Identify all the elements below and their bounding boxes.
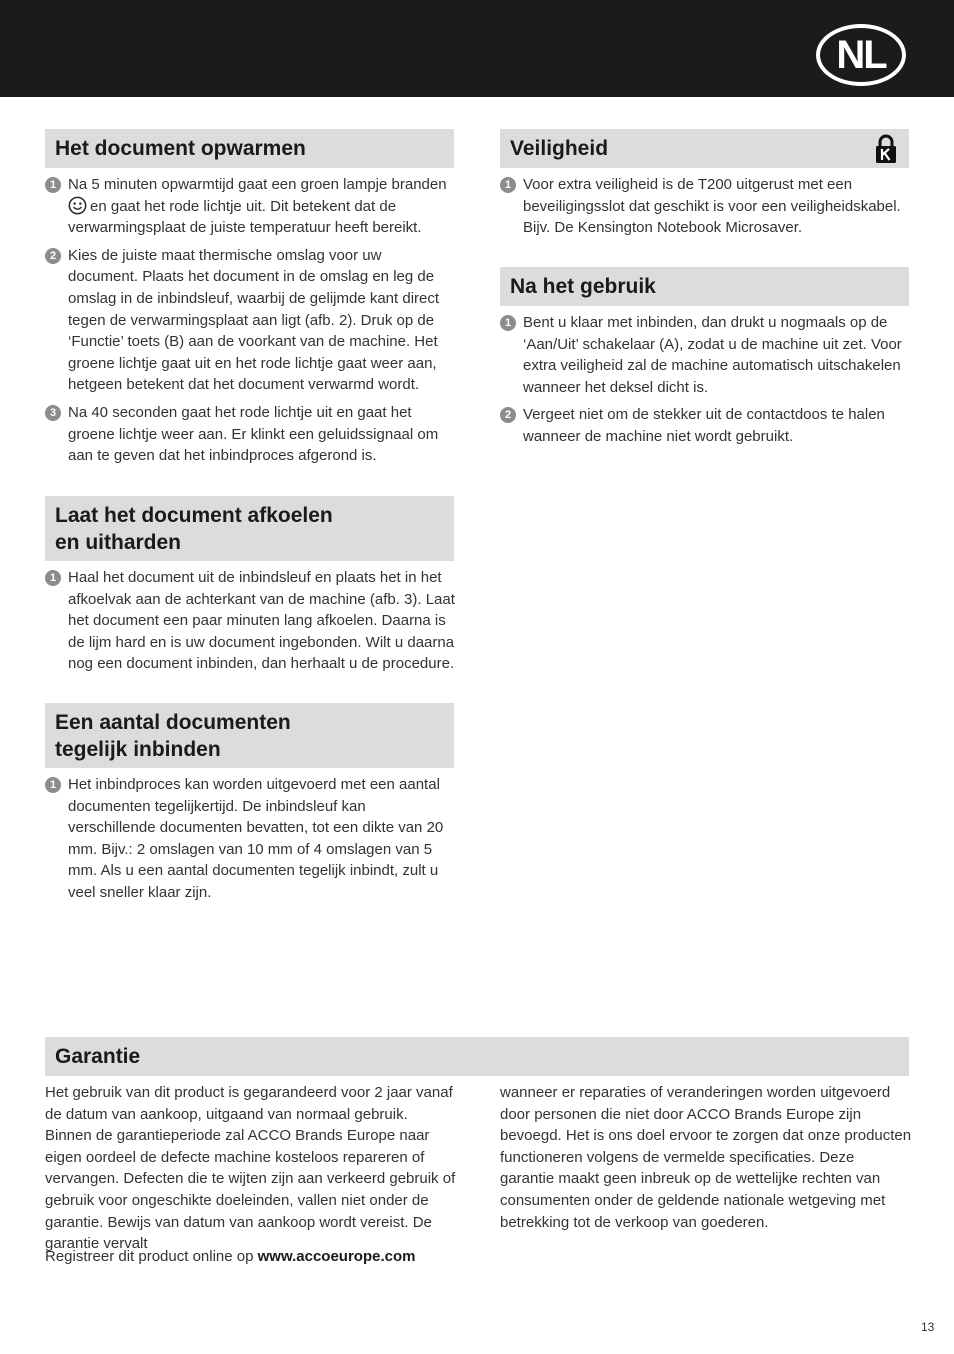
smiley-icon: [68, 196, 87, 215]
language-badge: NL: [816, 24, 906, 86]
heading-garantie-title: Garantie: [55, 1045, 141, 1068]
step-text: Haal het document uit de inbindsleuf en plaats het in het afkoelvak aan de achterkant van de machine (afb. 3). Laat het document een paar minuten lang afkoelen. Daarna is de lijm hard en is uw document ingebonden. Wilt u daarna nog een document inbinden, dan herhaalt u de procedure.: [68, 569, 455, 673]
step-text: Voor extra veiligheid is de T200 uitgerust met een beveiligingsslot dat geschikt is voor een veiligheidskabel. Bijv. De Kensington Notebook Microsaver.: [523, 176, 901, 237]
heading-garantie: [45, 1037, 909, 1076]
top-banner: [0, 0, 954, 97]
list-item: [500, 312, 910, 398]
heading-aantal: [45, 703, 454, 768]
list-item: [500, 174, 910, 239]
step-number-badge: 2: [45, 248, 61, 264]
heading-aantal-title: Een aantal documenten tegelijk inbinden: [55, 711, 291, 761]
step-text: Na 40 seconden gaat het rode lichtje uit en gaat het groene lichtje weer aan. Er klinkt een geluidssignaal om aan te geven dat het inbindproces afgerond is.: [68, 403, 439, 465]
step-text: Het inbindproces kan worden uitgevoerd met een aantal documenten tegelijkertijd. De inbindsleuf kan verschillende documenten bevatten, tot een dikte van 20 mm. Bijv.: 2 omslagen van 10 mm of 4 omslagen van 5 mm. Als u een aantal documenten tegelijk inbindt, zult u veel sneller klaar zijn.: [68, 776, 444, 901]
list-opwarmen: [45, 174, 455, 473]
garantie-text-col2: wanneer er reparaties of veranderingen worden uitgevoerd door personen die niet door ACCO Brands Europe zijn bevoegd. Het is ons doel ervoor te zorgen dat onze producten functioneren volgens de vermelde specificaties. Deze garantie maakt geen inbreuk op de wettelijke rechten van consumenten onder de geldende nationale wetgeving met betrekking tot de verkoop van goederen.: [500, 1084, 912, 1231]
step-text-part1: Na 5 minuten opwarmtijd gaat een groen lampje branden: [68, 176, 447, 193]
list-item: [45, 402, 455, 467]
register-link[interactable]: www.accoeurope.com: [257, 1248, 416, 1265]
step-number-badge: 1: [45, 570, 61, 586]
step-number-badge: 2: [500, 407, 516, 423]
step-number-badge: 1: [500, 315, 516, 331]
heading-veiligheid: [500, 129, 909, 168]
heading-opwarmen: [45, 129, 454, 168]
list-veiligheid: [500, 174, 910, 245]
step-number-badge: 1: [45, 777, 61, 793]
step-text: Vergeet niet om de stekker uit de contactdoos te halen wanneer de machine niet wordt gebruikt.: [523, 406, 885, 445]
list-gebruik: [500, 312, 910, 454]
list-aantal: [45, 774, 455, 910]
heading-afkoelen-title: Laat het document afkoelen en uitharden: [55, 504, 333, 554]
list-item: [500, 404, 910, 447]
page-number: 13: [921, 1320, 935, 1334]
heading-veiligheid-title: Veiligheid: [510, 137, 609, 160]
register-line: [45, 1246, 465, 1268]
step-text: Kies de juiste maat thermische omslag voor uw document. Plaats het document in de omslag en leg de omslag in de inbindsleuf, waarbij de gelijmde kant direct tegen de verwarmingsplaat aan ligt (afb. 2). Druk op de ‘Functie’ toets (B) aan de voorkant van de machine. Het groene lichtje gaat uit en het rode lichtje gaat weer aan, hetgeen betekent dat het document verwarmd wordt.: [68, 246, 440, 394]
step-number-badge: 3: [45, 405, 61, 421]
list-item: [45, 567, 457, 675]
heading-gebruik: [500, 267, 909, 306]
list-item: [45, 245, 455, 396]
heading-opwarmen-title: Het document opwarmen: [55, 137, 306, 160]
heading-gebruik-title: Na het gebruik: [510, 275, 656, 298]
list-item: [45, 774, 455, 904]
step-text: Bent u klaar met inbinden, dan drukt u nogmaals op de ‘Aan/Uit’ schakelaar (A), zodat u de machine uit zet. Voor extra veiligheid zal de machine automatisch uitschakelen wanneer het deksel dicht is.: [523, 314, 902, 396]
kensington-lock-icon: [874, 134, 898, 164]
garantie-text-col1: Het gebruik van dit product is gegarandeerd voor 2 jaar vanaf de datum van aankoop, uitgaand van normaal gebruik. Binnen de garantieperiode zal ACCO Brands Europe naar eigen oordeel de defecte machine kosteloos repareren of vervangen. Defecten die te wijten zijn aan verkeerd gebruik of gebruik voor ongeschikte doeleinden, vallen niet onder de garantie. Bewijs van datum van aankoop wordt vereist. De garantie vervalt: [45, 1084, 456, 1253]
list-item: [45, 174, 455, 239]
heading-afkoelen: [45, 496, 454, 561]
step-number-badge: 1: [45, 177, 61, 193]
step-number-badge: 1: [500, 177, 516, 193]
list-afkoelen: [45, 567, 457, 681]
register-text: Registreer dit product online op: [45, 1248, 254, 1265]
step-text-part2: en gaat het rode lichtje uit. Dit betekent dat de verwarmingsplaat de juiste temperatuur heeft bereikt.: [68, 197, 422, 237]
